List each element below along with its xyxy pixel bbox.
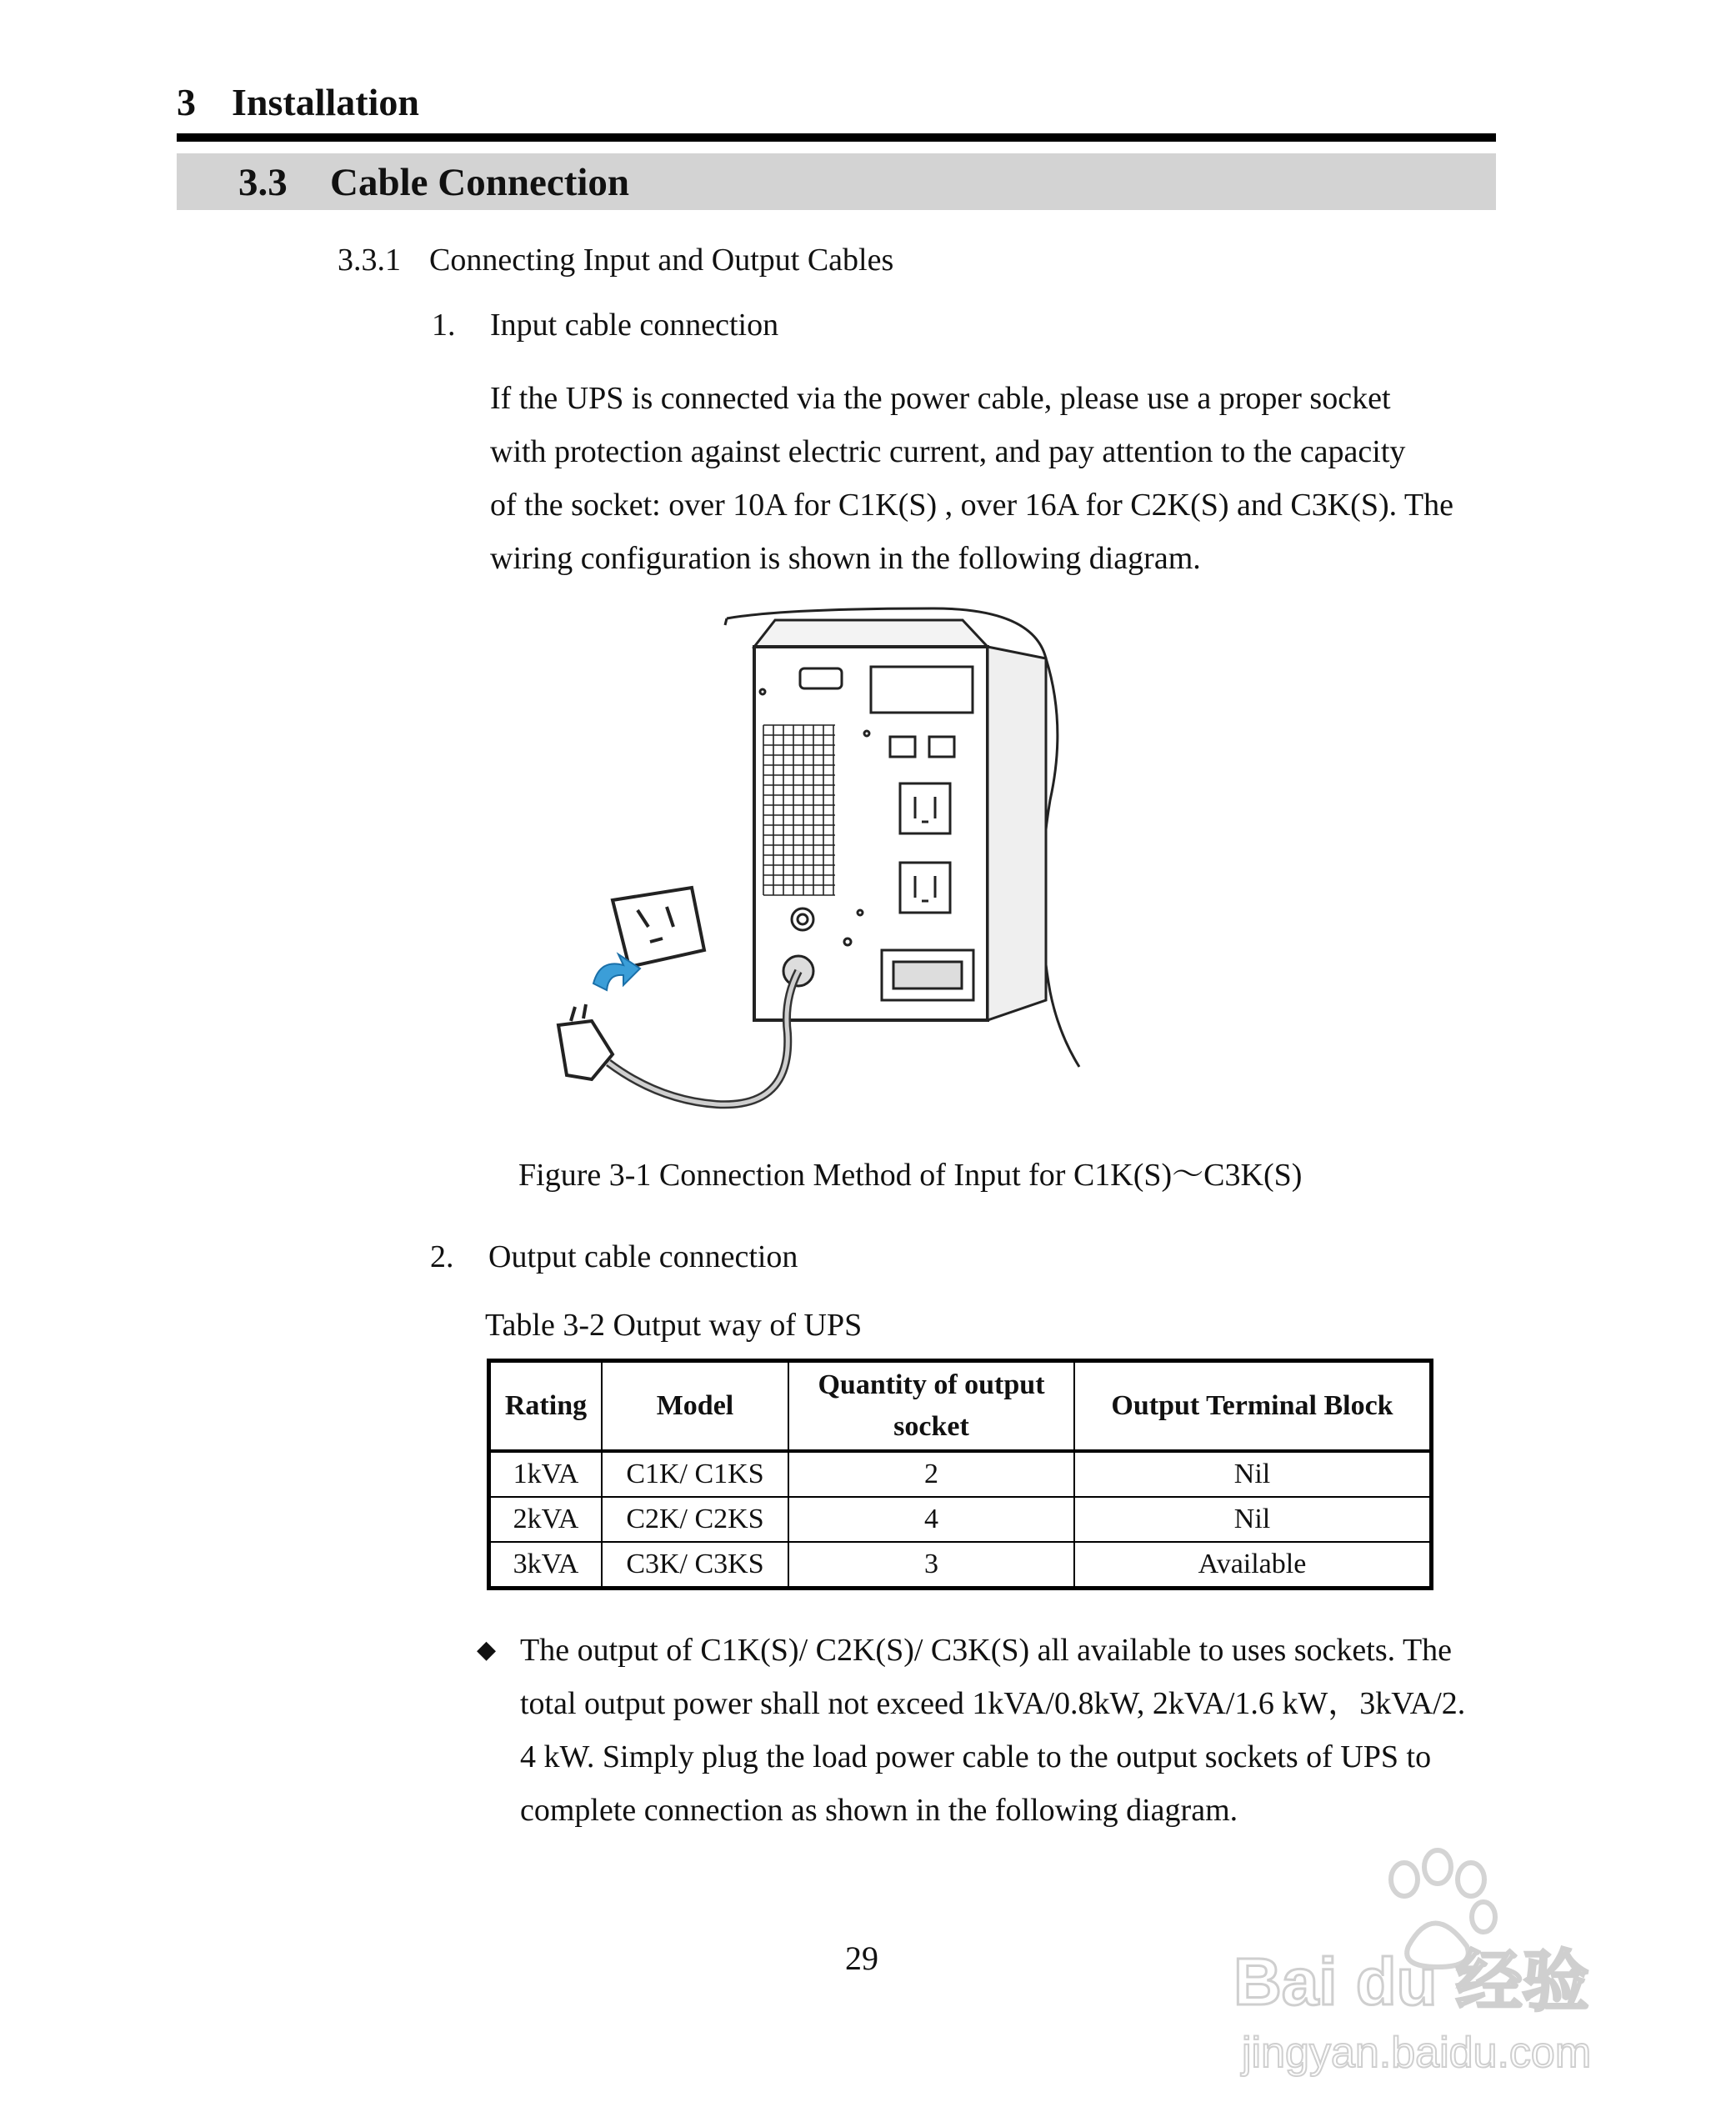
paragraph-line: wiring configuration is shown in the following diagram. [490,541,1201,576]
output-way-table [487,1359,1433,1590]
chapter-title: Installation [232,81,419,123]
watermark-url: jingyan.baidu.com [1242,2029,1592,2077]
table-cell: Nil [1074,1451,1432,1497]
page-number: 29 [845,1939,878,1977]
ups-top-face [754,620,988,647]
subsection-heading [338,242,893,278]
bullet-line: complete connection as shown in the following diagram. [520,1793,1238,1828]
table-cell: C1K/ C1KS [602,1451,788,1497]
ups-connection-figure [533,600,1117,1134]
item-number: 2. [430,1239,454,1274]
diamond-bullet-icon: ◆ [477,1636,497,1664]
output-note-bullet [477,1624,1477,1837]
table-cell: 2 [788,1451,1074,1497]
table-cell: C2K/ C2KS [602,1497,788,1542]
watermark-brand: Bai du 经验 [1233,1944,1589,2019]
bullet-line: 4 kW. Simply plug the load power cable to the output sockets of UPS to [520,1739,1432,1774]
wall-socket [613,888,704,967]
bullet-line: total output power shall not exceed 1kVA/0.8kW, 2kVA/1.6 kW，3kVA/2. [520,1686,1466,1721]
table-cell: 4 [788,1497,1074,1542]
chapter-heading [177,80,419,124]
ups-side-face [988,647,1046,1020]
table-header-cell: Output Terminal Block [1074,1361,1432,1452]
input-paragraph [490,372,1457,585]
table-header-row [489,1361,1432,1452]
table-row [489,1451,1432,1497]
table-caption: Table 3-2 Output way of UPS [485,1308,863,1343]
item-input-heading [432,307,778,343]
section-title: Cable Connection [330,161,630,204]
table-cell: 3 [788,1542,1074,1589]
plug-body [558,1021,613,1079]
item-title: Input cable connection [490,308,779,343]
section-heading [238,157,629,208]
table-header-cell: Model [602,1361,788,1452]
subsection-number: 3.3.1 [338,243,401,278]
item-output-heading [430,1239,798,1275]
bullet-text [520,1624,1477,1837]
table-header-cell: Quantity of output socket [788,1361,1074,1452]
table-header-cell: Rating [489,1361,603,1452]
table-cell: Nil [1074,1497,1432,1542]
figure-caption: Figure 3-1 Connection Method of Input for C1K(S)～C3K(S) [518,1158,1303,1193]
item-number: 1. [432,308,456,343]
paragraph-line: of the socket: over 10A for C1K(S) , over 16A for C2K(S) and C3K(S). The [490,488,1454,523]
table-cell: 1kVA [489,1451,603,1497]
table-row [489,1497,1432,1542]
plug-pins [571,1004,586,1021]
section-number: 3.3 [238,161,288,204]
baidu-watermark [1225,1829,1642,2079]
table-cell: 2kVA [489,1497,603,1542]
subsection-title: Connecting Input and Output Cables [429,243,894,278]
table-cell: 3kVA [489,1542,603,1589]
bullet-line: The output of C1K(S)/ C2K(S)/ C3K(S) all available to uses sockets. The [520,1633,1453,1668]
table-row [489,1542,1432,1589]
chapter-number: 3 [177,81,196,123]
paragraph-line: with protection against electric current, and pay attention to the capacity [490,434,1406,469]
paragraph-line: If the UPS is connected via the power cable, please use a proper socket [490,381,1391,416]
item-title: Output cable connection [488,1239,798,1274]
table-cell: C3K/ C3KS [602,1542,788,1589]
table-cell: Available [1074,1542,1432,1589]
header-rule [177,133,1496,142]
